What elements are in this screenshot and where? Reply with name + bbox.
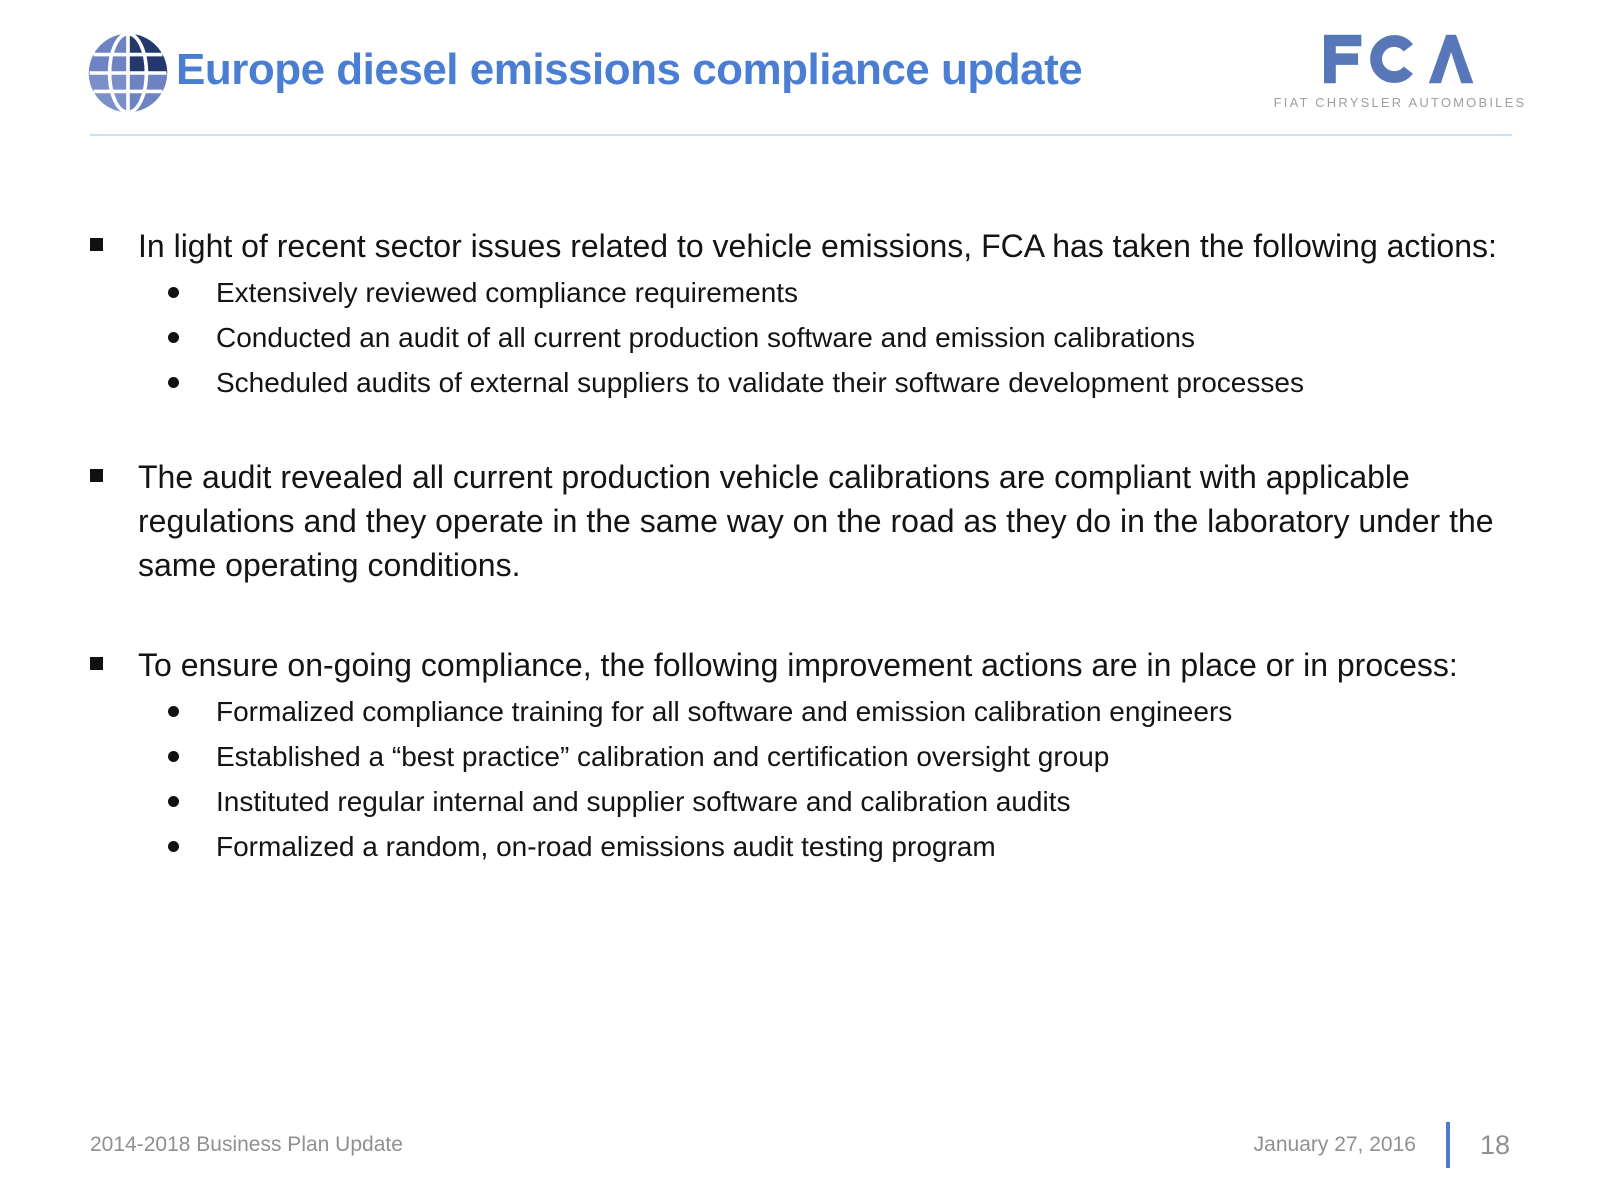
list-item — [168, 315, 1510, 360]
square-bullet-icon — [90, 238, 103, 251]
bullet-3 — [90, 643, 1510, 687]
header-divider — [90, 134, 1512, 136]
sub-bullet-text: Formalized a random, on-road emissions audit testing program — [216, 831, 996, 862]
page-title: Europe diesel emissions compliance update — [176, 45, 1083, 94]
bullet-1-sublist — [90, 270, 1510, 405]
footer-plan-label: 2014-2018 Business Plan Update — [90, 1133, 403, 1156]
bullet-3-sublist — [90, 689, 1510, 869]
fca-logo-subtitle: FIAT CHRYSLER AUTOMOBILES — [1273, 95, 1527, 110]
footer-right-group — [1254, 1122, 1510, 1168]
list-item — [168, 779, 1510, 824]
slide-footer — [90, 1118, 1510, 1172]
list-item — [168, 734, 1510, 779]
slide-body — [90, 224, 1510, 869]
round-bullet-icon — [168, 287, 179, 298]
globe-icon — [88, 33, 168, 113]
bullet-1-text: In light of recent sector issues related to vehicle emissions, FCA has taken the following actions: — [138, 228, 1497, 264]
round-bullet-icon — [168, 706, 179, 717]
round-bullet-icon — [168, 751, 179, 762]
footer-divider-bar — [1446, 1122, 1450, 1168]
footer-date: January 27, 2016 — [1253, 1133, 1416, 1156]
round-bullet-icon — [168, 796, 179, 807]
fca-logo-letters-icon — [1324, 30, 1476, 88]
bullet-3-text: To ensure on-going compliance, the following improvement actions are in place or in process: — [138, 647, 1458, 683]
list-item — [168, 824, 1510, 869]
round-bullet-icon — [168, 841, 179, 852]
list-item — [168, 360, 1510, 405]
sub-bullet-text: Formalized compliance training for all software and emission calibration engineers — [216, 696, 1233, 727]
bullet-2-text: The audit revealed all current production vehicle calibrations are compliant with applicable regulations and they operate in the same way on the road as they do in the laboratory under the same operating conditions. — [138, 459, 1494, 583]
fca-logo — [1273, 30, 1527, 110]
square-bullet-icon — [90, 469, 103, 482]
sub-bullet-text: Established a “best practice” calibration and certification oversight group — [216, 741, 1110, 772]
list-item — [168, 270, 1510, 315]
sub-bullet-text: Scheduled audits of external suppliers to validate their software development processes — [216, 367, 1304, 398]
list-item — [168, 689, 1510, 734]
square-bullet-icon — [90, 657, 103, 670]
bullet-2 — [90, 455, 1510, 587]
round-bullet-icon — [168, 332, 179, 343]
sub-bullet-text: Instituted regular internal and supplier software and calibration audits — [216, 786, 1071, 817]
bullet-1 — [90, 224, 1510, 268]
sub-bullet-text: Conducted an audit of all current production software and emission calibrations — [216, 322, 1196, 353]
round-bullet-icon — [168, 377, 179, 388]
sub-bullet-text: Extensively reviewed compliance requirements — [216, 277, 799, 308]
page-number: 18 — [1479, 1129, 1510, 1160]
